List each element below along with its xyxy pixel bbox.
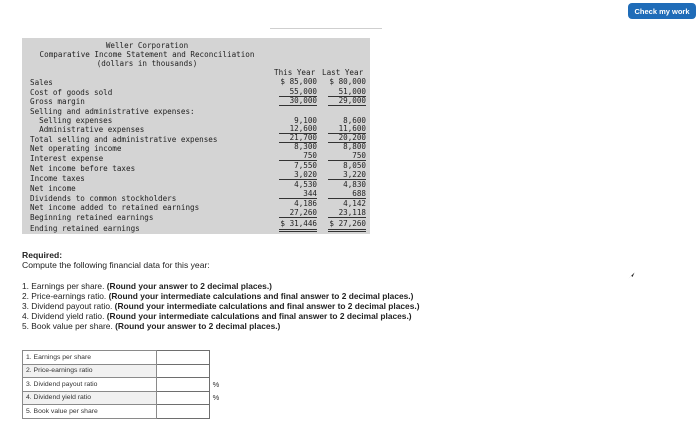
row-label: Sales	[30, 78, 53, 87]
row-value-this-year: 8,300	[294, 142, 317, 151]
row-value-this-year: 3,020	[294, 170, 317, 179]
row-value-last-year: 51,000	[338, 87, 366, 96]
answer-row	[23, 378, 223, 392]
check-my-work-button[interactable]: Check my work	[628, 3, 696, 19]
question-item: 2. Price-earnings ratio. (Round your intermediate calculations and final answer to 2 decimal places.)	[22, 291, 414, 301]
income-statement-panel	[22, 38, 370, 234]
row-value-this-year: $ 85,000	[280, 77, 317, 86]
percent-unit: %	[212, 379, 220, 389]
statement-title: Comparative Income Statement and Reconciliation	[39, 50, 255, 59]
dividend-payout-ratio-input[interactable]	[157, 378, 210, 392]
row-value-this-year: 9,100	[294, 116, 317, 125]
underline	[279, 105, 317, 106]
divider-line	[270, 28, 382, 29]
row-label: Total selling and administrative expenses	[30, 135, 218, 144]
row-label: Net income	[30, 184, 76, 193]
earnings-per-share-input[interactable]	[157, 351, 210, 365]
row-value-last-year: 8,800	[343, 142, 366, 151]
row-value-last-year: 688	[352, 189, 366, 198]
row-value-this-year: 344	[303, 189, 317, 198]
row-label: Beginning retained earnings	[30, 213, 154, 222]
question-item: 3. Dividend payout ratio. (Round your intermediate calculations and final answer to 2 decimal places.)	[22, 301, 420, 311]
double-underline	[279, 231, 317, 232]
answer-label: 1. Earnings per share	[23, 351, 157, 365]
answer-unit	[210, 364, 223, 378]
underline	[279, 217, 317, 218]
row-value-last-year: 23,118	[338, 208, 366, 217]
col-header-this-year: This Year	[274, 68, 316, 77]
row-value-last-year: 4,830	[343, 180, 366, 189]
answer-row	[23, 364, 223, 378]
answer-row	[23, 351, 223, 365]
row-value-this-year: 750	[303, 151, 317, 160]
row-value-last-year: $ 80,000	[329, 77, 366, 86]
book-value-per-share-input[interactable]	[157, 405, 210, 419]
row-label: Income taxes	[30, 174, 85, 183]
row-value-this-year: 55,000	[289, 87, 317, 96]
question-item: 5. Book value per share. (Round your answer to 2 decimal places.)	[22, 321, 281, 331]
question-item: 1. Earnings per share. (Round your answer to 2 decimal places.)	[22, 281, 272, 291]
row-value-last-year: 11,600	[338, 124, 366, 133]
price-earnings-ratio-input[interactable]	[157, 364, 210, 378]
row-value-this-year: 7,550	[294, 161, 317, 170]
row-value-this-year: $ 31,446	[280, 219, 317, 228]
row-label: Net income before taxes	[30, 164, 136, 173]
answer-row	[23, 405, 223, 419]
question-item: 4. Dividend yield ratio. (Round your intermediate calculations and final answer to 2 decimal places.)	[22, 311, 412, 321]
answer-label: 5. Book value per share	[23, 405, 157, 419]
row-value-last-year: 20,200	[338, 133, 366, 142]
row-value-last-year: 4,142	[343, 199, 366, 208]
row-label: Administrative expenses	[30, 125, 145, 134]
answer-unit	[210, 405, 223, 419]
dividend-yield-ratio-input[interactable]	[157, 391, 210, 405]
row-label: Net income added to retained earnings	[30, 203, 200, 212]
row-value-this-year: 4,186	[294, 199, 317, 208]
company-name: Weller Corporation	[105, 41, 189, 50]
row-label: Selling and administrative expenses:	[30, 107, 195, 116]
row-value-last-year: 3,220	[343, 170, 366, 179]
row-value-last-year: $ 27,260	[329, 219, 366, 228]
col-header-last-year: Last Year	[322, 68, 364, 77]
underline	[328, 217, 366, 218]
percent-unit: %	[212, 393, 220, 403]
statement-units: (dollars in thousands)	[96, 59, 198, 68]
required-heading: Required:	[22, 250, 63, 260]
answer-row	[23, 391, 223, 405]
row-label: Net operating income	[30, 144, 122, 153]
required-intro: Compute the following financial data for this year:	[22, 260, 210, 270]
underline	[328, 105, 366, 106]
double-underline	[328, 229, 366, 230]
double-underline	[328, 231, 366, 232]
row-label: Gross margin	[30, 97, 85, 106]
row-label: Ending retained earnings	[30, 224, 140, 233]
answer-label: 2. Price-earnings ratio	[23, 364, 157, 378]
row-label: Cost of goods sold	[30, 88, 113, 97]
answer-label: 4. Dividend yield ratio	[23, 391, 157, 405]
row-label: Dividends to common stockholders	[30, 194, 177, 203]
row-value-this-year: 4,530	[294, 180, 317, 189]
row-value-last-year: 8,600	[343, 116, 366, 125]
row-value-this-year: 27,260	[289, 208, 317, 217]
row-value-this-year: 12,600	[289, 124, 317, 133]
answer-label: 3. Dividend payout ratio	[23, 378, 157, 392]
answer-unit	[210, 351, 223, 365]
row-value-last-year: 750	[352, 151, 366, 160]
row-value-this-year: 30,000	[289, 96, 317, 105]
answer-table	[22, 350, 223, 419]
row-value-last-year: 8,050	[343, 161, 366, 170]
row-label: Selling expenses	[30, 116, 113, 125]
double-underline	[279, 229, 317, 230]
row-value-last-year: 29,000	[338, 96, 366, 105]
row-value-this-year: 21,700	[289, 133, 317, 142]
row-label: Interest expense	[30, 154, 104, 163]
mouse-cursor-icon	[628, 272, 635, 279]
